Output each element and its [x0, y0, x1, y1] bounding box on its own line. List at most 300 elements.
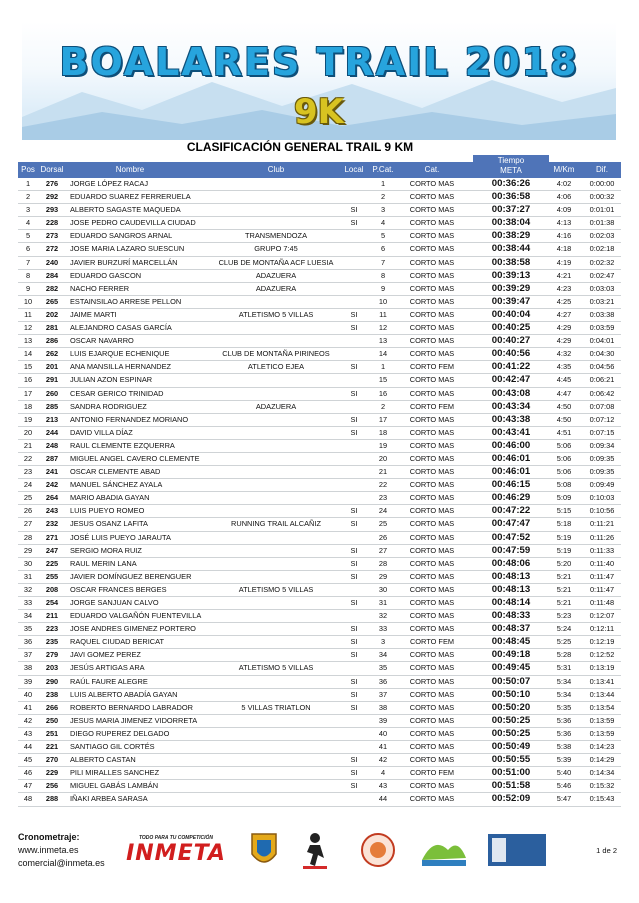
cell-tiempo: 00:47:47: [491, 518, 531, 530]
table-row: [18, 780, 621, 793]
cell-dif: 0:10:03: [589, 493, 615, 503]
cell-pos: 39: [23, 676, 33, 686]
cell-tiempo: 00:46:01: [491, 466, 531, 478]
cell-nombre: ANA MANSILLA HERNANDEZ: [70, 362, 172, 372]
cell-cat: CORTO MAS: [409, 231, 455, 241]
cell-local: SI: [350, 624, 358, 634]
table-row: [18, 453, 621, 466]
cell-pcat: 34: [378, 650, 388, 660]
table-row: [18, 401, 621, 414]
cell-dif: 0:06:21: [589, 375, 615, 385]
cell-dorsal: 282: [45, 283, 59, 293]
cell-nombre: JAVIER BURZURÍ MARCELLÁN: [70, 257, 178, 267]
cell-cat: CORTO MAS: [409, 493, 455, 503]
table-row: [18, 243, 621, 256]
cell-min-km: 5:28: [556, 650, 572, 660]
cell-cat: CORTO FEM: [409, 362, 455, 372]
cell-dif: 0:11:48: [589, 598, 615, 607]
inmeta-wordmark: INMETA: [126, 840, 226, 866]
table-row: [18, 217, 621, 230]
cell-local: SI: [350, 781, 358, 791]
cell-tiempo: 00:51:58: [491, 780, 531, 792]
cell-nombre: MIGUEL GABÁS LAMBÁN: [70, 781, 159, 791]
cell-nombre: OSCAR FRANCES BERGES: [70, 584, 167, 594]
cell-pcat: 5: [380, 231, 386, 241]
cell-club: ADAZUERA: [255, 283, 297, 293]
cell-tiempo: 00:51:00: [491, 767, 531, 779]
cell-nombre: JORGE LÓPEZ RACAJ: [70, 179, 149, 188]
cell-pcat: 18: [378, 427, 388, 437]
cell-dorsal: 255: [45, 571, 59, 581]
cell-tiempo: 00:36:26: [491, 178, 531, 189]
cell-dif: 0:03:59: [589, 323, 615, 333]
cell-min-km: 4:45: [556, 375, 572, 385]
cell-nombre: JESUS MARIA JIMENEZ VIDORRETA: [70, 715, 198, 725]
cell-tiempo: 00:50:25: [491, 714, 531, 726]
cell-pcat: 14: [378, 349, 388, 359]
cell-pcat: 16: [378, 388, 388, 398]
cell-cat: CORTO MAS: [409, 532, 455, 542]
cell-cat: CORTO MAS: [409, 480, 455, 490]
cell-dorsal: 213: [45, 414, 59, 424]
cell-dorsal: 244: [45, 427, 59, 437]
cell-dorsal: 225: [45, 558, 59, 568]
cell-pcat: 15: [378, 375, 388, 385]
table-row: [18, 204, 621, 217]
cell-dorsal: 271: [45, 532, 59, 542]
cell-dorsal: 232: [45, 519, 59, 529]
cell-cat: CORTO MAS: [409, 414, 455, 424]
cell-pcat: 33: [378, 624, 388, 634]
cell-min-km: 5:15: [556, 506, 572, 516]
header-nombre: Nombre: [115, 165, 145, 174]
cell-local: SI: [350, 768, 358, 778]
cell-tiempo: 00:46:15: [491, 479, 531, 491]
table-row: [18, 767, 621, 780]
cell-min-km: 4:19: [556, 257, 572, 267]
cell-cat: CORTO MAS: [409, 323, 455, 333]
cell-local: SI: [350, 755, 358, 765]
cell-pcat: 19: [378, 440, 388, 450]
cell-nombre: MIGUEL ANGEL CAVERO CLEMENTE: [70, 453, 200, 463]
cell-min-km: 4:51: [556, 427, 572, 437]
cell-club: GRUPO 7:45: [254, 244, 298, 254]
cell-tiempo: 00:52:09: [491, 793, 531, 805]
cell-min-km: 4:16: [556, 231, 572, 241]
cell-tiempo: 00:39:47: [491, 295, 531, 307]
table-row: [18, 283, 621, 296]
cell-min-km: 5:21: [556, 584, 572, 594]
cell-club: ATLETICO EJEA: [247, 362, 305, 372]
table-row: [18, 662, 621, 675]
cell-dorsal: 242: [45, 480, 59, 490]
cell-dif: 0:13:19: [589, 663, 615, 673]
cell-dorsal: 265: [45, 296, 59, 306]
cell-dorsal: 281: [45, 323, 59, 333]
cell-dorsal: 228: [45, 218, 59, 228]
cell-min-km: 5:23: [556, 611, 572, 621]
table-row: [18, 414, 621, 427]
cell-dorsal: 260: [45, 388, 59, 398]
cell-min-km: 4:09: [556, 205, 572, 215]
cell-local: SI: [350, 637, 358, 647]
cell-dif: 0:12:52: [589, 650, 615, 660]
cell-cat: CORTO MAS: [409, 309, 455, 319]
cell-min-km: 5:38: [556, 742, 572, 752]
cell-dif: 0:02:03: [589, 231, 615, 241]
cell-pcat: 20: [378, 453, 388, 463]
cell-nombre: JAVI GOMEZ PEREZ: [70, 650, 141, 660]
cell-dif: 0:13:41: [589, 676, 615, 686]
table-row: [18, 322, 621, 335]
cell-tiempo: 00:48:33: [491, 610, 531, 622]
cell-pos: 41: [23, 702, 33, 712]
cell-nombre: OSCAR NAVARRO: [70, 336, 134, 346]
cell-local: SI: [350, 427, 358, 437]
cell-cat: CORTO MAS: [409, 598, 455, 607]
cell-dorsal: 211: [46, 611, 58, 621]
report-title: CLASIFICACIÓN GENERAL TRAIL 9 KM: [186, 140, 414, 154]
table-row: [18, 702, 621, 715]
cell-club: ADAZUERA: [255, 270, 297, 280]
cell-dorsal: 203: [45, 663, 59, 673]
cell-nombre: PILI MIRALLES SANCHEZ: [70, 768, 160, 778]
cell-local: SI: [350, 689, 358, 699]
cell-dorsal: 273: [45, 231, 59, 241]
cell-tiempo: 00:40:27: [491, 335, 531, 347]
cell-dif: 0:11:47: [589, 571, 615, 581]
cell-pcat: 25: [378, 519, 388, 529]
cell-local: SI: [350, 558, 358, 568]
cell-dorsal: 240: [45, 257, 59, 267]
cell-nombre: MANUEL SÁNCHEZ AYALA: [70, 480, 163, 490]
cell-nombre: SERGIO MORA RUIZ: [70, 545, 142, 555]
cell-nombre: ROBERTO BERNARDO LABRADOR: [70, 702, 193, 712]
banner-title: BOALARES TRAIL 2018: [59, 40, 579, 84]
cell-min-km: 5:18: [556, 519, 572, 529]
cell-dif: 0:13:59: [589, 715, 615, 725]
cell-pos: 31: [23, 571, 33, 581]
cell-nombre: OSCAR CLEMENTE ABAD: [70, 467, 161, 477]
table-row: [18, 754, 621, 767]
table-row: [18, 427, 621, 440]
cell-dorsal: 223: [45, 624, 59, 634]
cell-cat: CORTO MAS: [409, 218, 455, 228]
cell-dorsal: 250: [45, 715, 59, 725]
cell-tiempo: 00:48:45: [491, 636, 531, 648]
cell-dif: 0:10:56: [589, 506, 615, 516]
cell-min-km: 5:46: [556, 781, 572, 791]
cell-nombre: LUIS ALBERTO ABADÍA GAYAN: [70, 689, 178, 699]
cell-dif: 0:06:42: [589, 388, 615, 398]
cell-nombre: EDUARDO VALGAÑÓN FUENTEVILLA: [70, 611, 202, 621]
cell-pcat: 3: [380, 205, 386, 215]
cell-dorsal: 266: [45, 702, 59, 712]
cell-tiempo: 00:47:59: [491, 544, 531, 556]
cell-nombre: ALBERTO CASTAN: [70, 755, 136, 765]
cell-pos: 25: [23, 493, 33, 503]
cell-pos: 16: [23, 375, 33, 385]
table-row: [18, 571, 621, 584]
cell-min-km: 5:31: [556, 663, 572, 673]
cell-pcat: 36: [378, 676, 388, 686]
cell-nombre: RAÚL FAURE ALEGRE: [70, 676, 148, 686]
cell-pcat: 28: [378, 558, 388, 568]
cell-pcat: 4: [380, 768, 386, 778]
banner-subtitle: 9K: [293, 92, 344, 132]
cell-cat: CORTO MAS: [409, 676, 455, 686]
cell-nombre: EDUARDO GASCON: [70, 270, 142, 280]
cell-pos: 48: [23, 794, 33, 804]
cell-pos: 4: [25, 218, 31, 228]
results-table: [18, 178, 621, 807]
cell-tiempo: 00:46:29: [491, 492, 531, 504]
cell-pos: 32: [23, 584, 33, 594]
cell-dif: 0:07:08: [589, 401, 615, 411]
cell-club: ATLETISMO 5 VILLAS: [238, 663, 314, 673]
cell-pcat: 3: [380, 637, 386, 647]
cell-dorsal: 248: [45, 440, 59, 450]
table-row: [18, 505, 621, 518]
cell-cat: CORTO FEM: [409, 768, 455, 778]
cell-club: CLUB DE MONTAÑA PIRINEOS: [222, 349, 330, 359]
cell-dorsal: 293: [45, 205, 59, 215]
cell-min-km: 5:35: [556, 702, 572, 712]
cell-pos: 5: [25, 231, 31, 241]
cell-dorsal: 279: [45, 650, 59, 660]
cell-pcat: 17: [378, 414, 388, 424]
cell-club: ATLETISMO 5 VILLAS: [238, 584, 314, 594]
cell-tiempo: 00:40:56: [491, 348, 531, 360]
cell-pcat: 30: [378, 584, 388, 594]
cell-pcat: 6: [380, 244, 386, 254]
cell-dif: 0:13:44: [589, 689, 615, 699]
cell-dif: 0:02:32: [589, 257, 615, 267]
cell-min-km: 4:21: [556, 270, 572, 280]
sponsor-logo-runner: [298, 828, 332, 872]
cell-nombre: JOSE MARIA LAZARO SUESCUN: [70, 244, 185, 254]
cell-pos: 47: [23, 781, 33, 791]
table-row: [18, 597, 621, 610]
cell-dif: 0:02:47: [589, 270, 615, 280]
cell-pcat: 8: [380, 270, 386, 280]
cell-tiempo: 00:46:01: [491, 452, 531, 464]
cell-cat: CORTO MAS: [409, 755, 455, 765]
cell-dif: 0:11:21: [589, 519, 615, 529]
table-row: [18, 388, 621, 401]
timing-website[interactable]: www.inmeta.es: [18, 845, 79, 855]
cell-pcat: 13: [378, 336, 388, 346]
cell-pcat: 26: [378, 532, 388, 542]
cell-cat: CORTO MAS: [409, 192, 455, 202]
cell-tiempo: 00:43:34: [491, 400, 531, 412]
cell-cat: CORTO FEM: [409, 401, 455, 411]
cell-pcat: 23: [378, 493, 388, 503]
cell-dif: 0:01:01: [589, 205, 615, 215]
table-row: [18, 793, 621, 806]
cell-pos: 29: [23, 545, 33, 555]
cell-dif: 0:11:26: [589, 532, 615, 542]
table-row: [18, 309, 621, 322]
cell-min-km: 4:06: [556, 192, 572, 202]
cell-tiempo: 00:48:14: [491, 597, 531, 608]
cell-dorsal: 247: [45, 545, 59, 555]
cell-nombre: RAUL CLEMENTE EZQUERRA: [70, 440, 175, 450]
cell-cat: CORTO MAS: [409, 794, 455, 804]
table-row: [18, 440, 621, 453]
cell-min-km: 5:06: [556, 440, 572, 450]
cell-dorsal: 208: [45, 584, 59, 594]
cell-dif: 0:00:00: [589, 179, 615, 188]
cell-tiempo: 00:47:52: [491, 531, 531, 543]
cell-nombre: JAIME MARTI: [70, 309, 117, 319]
cell-nombre: SANTIAGO GIL CORTÉS: [70, 742, 155, 752]
cell-pcat: 1: [380, 362, 386, 372]
table-row: [18, 296, 621, 309]
cell-pcat: 2: [380, 401, 386, 411]
cell-pos: 42: [23, 715, 33, 725]
cell-tiempo: 00:38:04: [491, 217, 531, 229]
cell-nombre: EDUARDO SUAREZ FERRERUELA: [70, 192, 191, 202]
cell-dif: 0:01:38: [589, 218, 615, 228]
cell-local: SI: [350, 598, 358, 607]
cell-dorsal: 285: [45, 401, 59, 411]
cell-nombre: MARIO ABADIA GAYAN: [70, 493, 150, 503]
cell-min-km: 4:47: [556, 388, 572, 398]
table-row: [18, 741, 621, 754]
cell-dif: 0:04:56: [589, 362, 615, 372]
cell-nombre: SANDRA RODRIGUEZ: [70, 401, 147, 411]
cell-min-km: 5:06: [556, 467, 572, 477]
cell-min-km: 5:21: [556, 598, 572, 607]
cell-cat: CORTO MAS: [409, 179, 455, 188]
cell-nombre: CESAR GERICO TRINIDAD: [70, 388, 164, 398]
cell-dif: 0:02:18: [589, 244, 615, 254]
table-row: [18, 335, 621, 348]
cell-pos: 1: [25, 179, 31, 188]
cell-pos: 34: [23, 611, 33, 621]
cell-local: SI: [350, 702, 358, 712]
cell-tiempo: 00:39:29: [491, 282, 531, 294]
cell-cat: CORTO MAS: [409, 663, 455, 673]
cell-pcat: 4: [380, 218, 386, 228]
cell-pos: 10: [23, 296, 33, 306]
cell-pcat: 24: [378, 506, 388, 516]
cell-tiempo: 00:40:04: [491, 308, 531, 320]
cell-pcat: 42: [378, 755, 388, 765]
cell-dif: 0:03:03: [589, 283, 615, 293]
cell-tiempo: 00:38:29: [491, 230, 531, 242]
cell-pos: 8: [25, 270, 31, 280]
cell-min-km: 4:32: [556, 349, 572, 359]
cell-pcat: 37: [378, 689, 388, 699]
cell-cat: CORTO MAS: [409, 296, 455, 306]
cell-tiempo: 00:40:25: [491, 322, 531, 334]
cell-tiempo: 00:41:22: [491, 361, 531, 373]
inmeta-tagline: TODO PARA TU COMPETICIÓN: [138, 834, 214, 841]
cell-dif: 0:14:34: [589, 768, 615, 778]
cell-cat: CORTO MAS: [409, 781, 455, 791]
cell-cat: CORTO FEM: [409, 637, 455, 647]
table-row: [18, 479, 621, 492]
cell-tiempo: 00:43:38: [491, 413, 531, 425]
cell-tiempo: 00:49:18: [491, 649, 531, 661]
cell-tiempo: 00:39:13: [491, 269, 531, 281]
cell-dorsal: 254: [45, 598, 59, 607]
table-header: [18, 155, 621, 178]
cell-nombre: RAQUEL CIUDAD BERICAT: [70, 637, 165, 647]
cell-nombre: JOSE ANDRES GIMENEZ PORTERO: [70, 624, 196, 634]
cell-cat: CORTO MAS: [409, 571, 455, 581]
cell-min-km: 4:29: [556, 336, 572, 346]
timing-label: Cronometraje:: [18, 832, 80, 842]
cell-tiempo: 00:38:44: [491, 243, 531, 255]
cell-dorsal: 264: [45, 493, 59, 503]
table-row: [18, 715, 621, 728]
cell-nombre: LUIS PUEYO ROMEO: [70, 506, 145, 516]
cell-dif: 0:03:38: [589, 309, 615, 319]
cell-local: SI: [350, 650, 358, 660]
cell-pos: 3: [25, 205, 31, 215]
cell-local: SI: [350, 571, 358, 581]
cell-dorsal: 291: [45, 375, 59, 385]
cell-pos: 14: [23, 349, 33, 359]
cell-min-km: 4:29: [556, 323, 572, 333]
table-row: [18, 178, 621, 191]
cell-cat: CORTO MAS: [409, 506, 455, 516]
table-row: [18, 518, 621, 531]
cell-dorsal: 221: [45, 742, 59, 752]
cell-cat: CORTO MAS: [409, 244, 455, 254]
cell-min-km: 4:13: [556, 218, 572, 228]
cell-dif: 0:13:54: [589, 702, 615, 712]
cell-nombre: IÑAKI ARBEA SARASA: [70, 794, 148, 804]
cell-dif: 0:11:33: [589, 545, 615, 555]
cell-pos: 15: [23, 362, 33, 372]
cell-cat: CORTO MAS: [409, 336, 455, 346]
cell-dif: 0:09:49: [589, 480, 615, 490]
cell-cat: CORTO MAS: [409, 205, 455, 215]
cell-club: 5 VILLAS TRIATLON: [241, 702, 311, 712]
cell-pos: 30: [23, 558, 33, 568]
cell-pos: 20: [23, 427, 33, 437]
cell-pos: 35: [23, 624, 33, 634]
cell-cat: CORTO MAS: [409, 545, 455, 555]
cell-pos: 13: [23, 336, 33, 346]
cell-tiempo: 00:49:45: [491, 662, 531, 674]
cell-dif: 0:09:34: [589, 440, 615, 450]
cell-nombre: RAUL MERIN LANA: [70, 558, 137, 568]
sponsor-logo-shield: [248, 828, 280, 872]
cell-cat: CORTO MAS: [409, 453, 455, 463]
cell-cat: CORTO MAS: [409, 388, 455, 398]
cell-dorsal: 284: [45, 270, 59, 280]
cell-cat: CORTO MAS: [409, 611, 455, 621]
cell-min-km: 5:19: [556, 545, 572, 555]
timing-email[interactable]: comercial@inmeta.es: [18, 858, 105, 868]
cell-cat: CORTO MAS: [409, 467, 455, 477]
cell-pcat: 40: [378, 728, 388, 738]
cell-local: SI: [350, 519, 358, 529]
cell-tiempo: 00:37:27: [491, 204, 531, 216]
cell-nombre: JAVIER DOMÍNGUEZ BERENGUER: [70, 571, 192, 581]
cell-cat: CORTO MAS: [409, 558, 455, 568]
cell-local: SI: [350, 218, 358, 228]
cell-pos: 9: [25, 283, 31, 293]
cell-nombre: JOSÉ LUIS PUEYO JARAUTA: [70, 532, 171, 542]
table-row: [18, 728, 621, 741]
cell-dorsal: 262: [45, 349, 59, 359]
